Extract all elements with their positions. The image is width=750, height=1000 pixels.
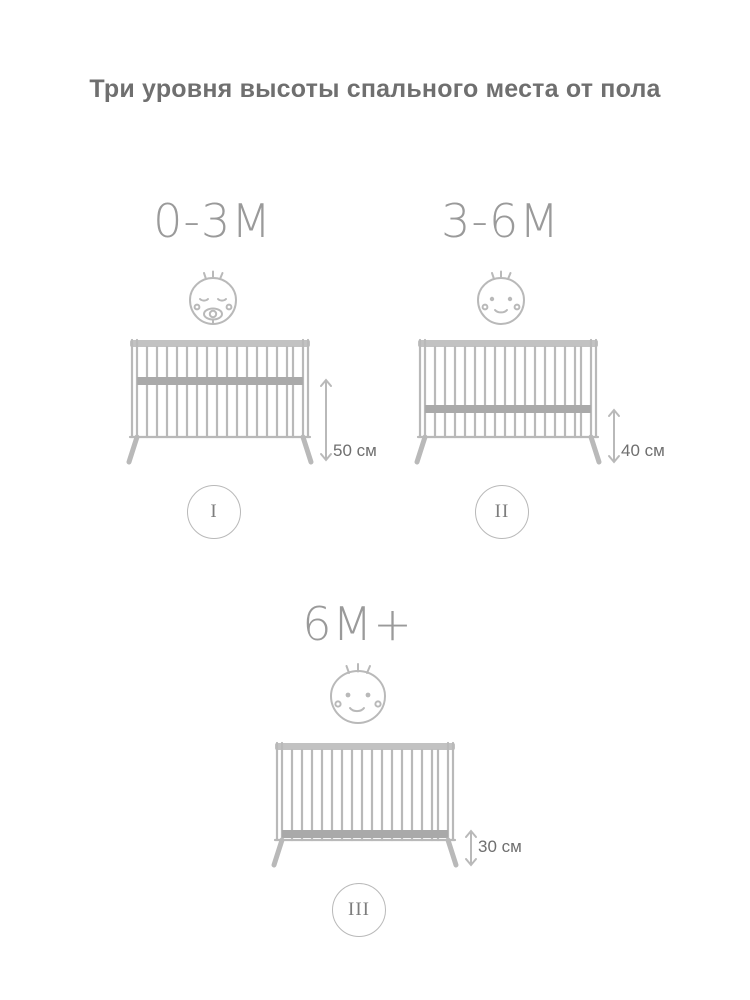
level-panel-1 bbox=[105, 195, 395, 555]
toddler-face-icon bbox=[320, 663, 396, 744]
crib-illustration-3 bbox=[260, 738, 470, 878]
crib-illustration-2 bbox=[403, 335, 613, 475]
level-panel-3 bbox=[250, 598, 540, 958]
baby-face-icon bbox=[466, 270, 536, 345]
level-badge-3: III bbox=[332, 883, 386, 937]
age-label-1: 0-3М bbox=[153, 194, 272, 248]
baby-with-pacifier-face-icon bbox=[178, 270, 248, 345]
dimension-label-2: 40 см bbox=[621, 441, 665, 460]
level-panel-2 bbox=[393, 195, 683, 555]
crib-illustration-1 bbox=[115, 335, 325, 475]
level-badge-1: I bbox=[187, 485, 241, 539]
page-title: Три уровня высоты спального места от пола bbox=[89, 75, 661, 103]
level-badge-2: II bbox=[475, 485, 529, 539]
age-label-2: 3-6М bbox=[441, 194, 560, 248]
dimension-label-1: 50 см bbox=[333, 441, 377, 460]
dimension-arrow-2 bbox=[603, 405, 625, 472]
dimension-label-3: 30 см bbox=[478, 837, 522, 856]
age-label-3: 6М+ bbox=[302, 597, 413, 651]
